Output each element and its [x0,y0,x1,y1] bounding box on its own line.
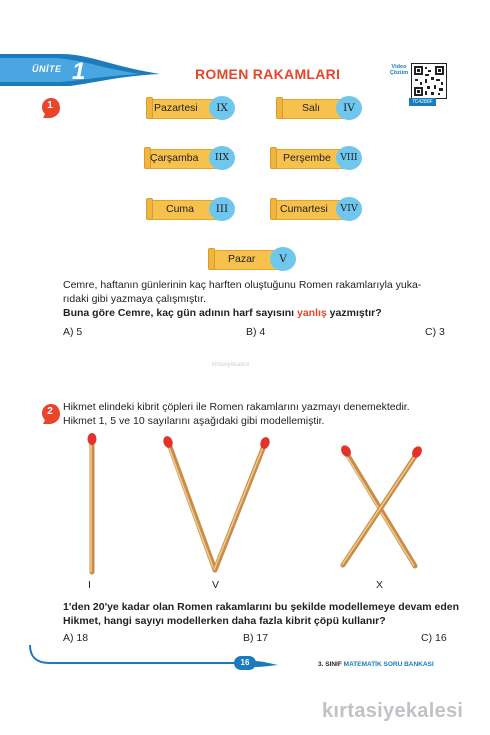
day-name: Perşembe [283,152,331,164]
question-2-badge [41,403,61,423]
question-1-line-1: Cemre, haftanın günlerinin kaç harften oluştuğunu Romen rakamlarıyla yuka- [63,279,422,291]
question-1-line-2: rıdaki gibi yazmaya çalışmıştır. [63,293,206,305]
day-numeral: VIII [336,146,362,170]
question-2-text [63,400,463,428]
day-numeral: VIV [336,197,362,221]
day-numeral: III [209,197,235,221]
emphasis-wrong: yanlış [296,307,327,319]
day-card-pazartesi [146,97,238,119]
question-1-badge [41,97,61,117]
day-name: Pazar [228,253,256,265]
q2-option-c[interactable]: C) 16 [421,632,447,644]
day-card-pazar [208,248,298,270]
unit-label: ÜNİTE [32,64,62,74]
model-label-v: V [212,579,220,591]
book-title: 3. SINIF MATEMATİK SORU BANKASI [318,661,434,668]
question-2-prompt [63,600,463,628]
video-solution-label: Video Çözüm [389,64,409,76]
matchstick-model-i [88,433,97,572]
day-numeral: IX [209,96,235,120]
q1-option-b[interactable]: B) 4 [246,326,266,338]
watermark-small: kirtasiyekalesi [212,362,250,368]
unit-number: 1 [72,58,86,85]
matchstick-model-v [162,435,272,570]
question-2-prompt-line-1: 1'den 20'ye kadar olan Romen rakamlarını bu şekilde modellemeye devam eden [63,601,459,613]
day-card-sali [276,97,363,119]
model-label-i: I [88,579,91,591]
day-numeral: V [270,247,296,271]
question-2-prompt-line-2: Hikmet, hangi sayıyı modellerken daha fazla kibrit çöpü kullanır? [63,615,386,627]
day-name: Cuma [166,203,195,215]
question-2-line-1: Hikmet elindeki kibrit çöpleri ile Romen rakamlarını yazmayı denemektedir. [63,401,410,413]
qr-code-icon[interactable] [411,63,447,99]
footer-curve [28,645,238,667]
watermark: kırtasiyekalesi [322,700,464,722]
question-1-number: 1 [47,100,53,111]
question-1-text [63,278,453,320]
q2-option-b[interactable]: B) 17 [243,632,269,644]
day-name: Cumartesi [280,203,328,215]
footer-swoosh [254,657,278,669]
day-card-persembe [270,147,364,169]
page-title: ROMEN RAKAMLARI [195,66,341,82]
day-numeral: IIX [209,146,235,170]
model-label-x: X [376,579,384,591]
day-name: Çarşamba [150,152,199,164]
question-1-prompt: Buna göre Cemre, kaç gün adının harf sayısını yanlış yazmıştır? [63,307,382,319]
matchstick-model-x [339,444,424,566]
page-number: 16 [234,656,256,670]
q2-option-a[interactable]: A) 18 [63,632,89,644]
day-name: Salı [302,102,321,114]
q1-option-c[interactable]: C) 3 [425,326,445,338]
day-card-cumartesi [270,198,364,220]
day-card-carsamba [144,147,238,169]
day-numeral: IV [336,96,362,120]
day-name: Pazartesi [154,102,198,114]
question-2-line-2: Hikmet 1, 5 ve 10 sayılarını aşağıdaki gibi modellemiştir. [63,415,325,427]
day-card-cuma [146,198,238,220]
question-2-number: 2 [47,406,53,417]
q1-option-a[interactable]: A) 5 [63,326,83,338]
matchstick-models [60,428,460,578]
qr-code-id: 7C4280F [409,98,436,106]
